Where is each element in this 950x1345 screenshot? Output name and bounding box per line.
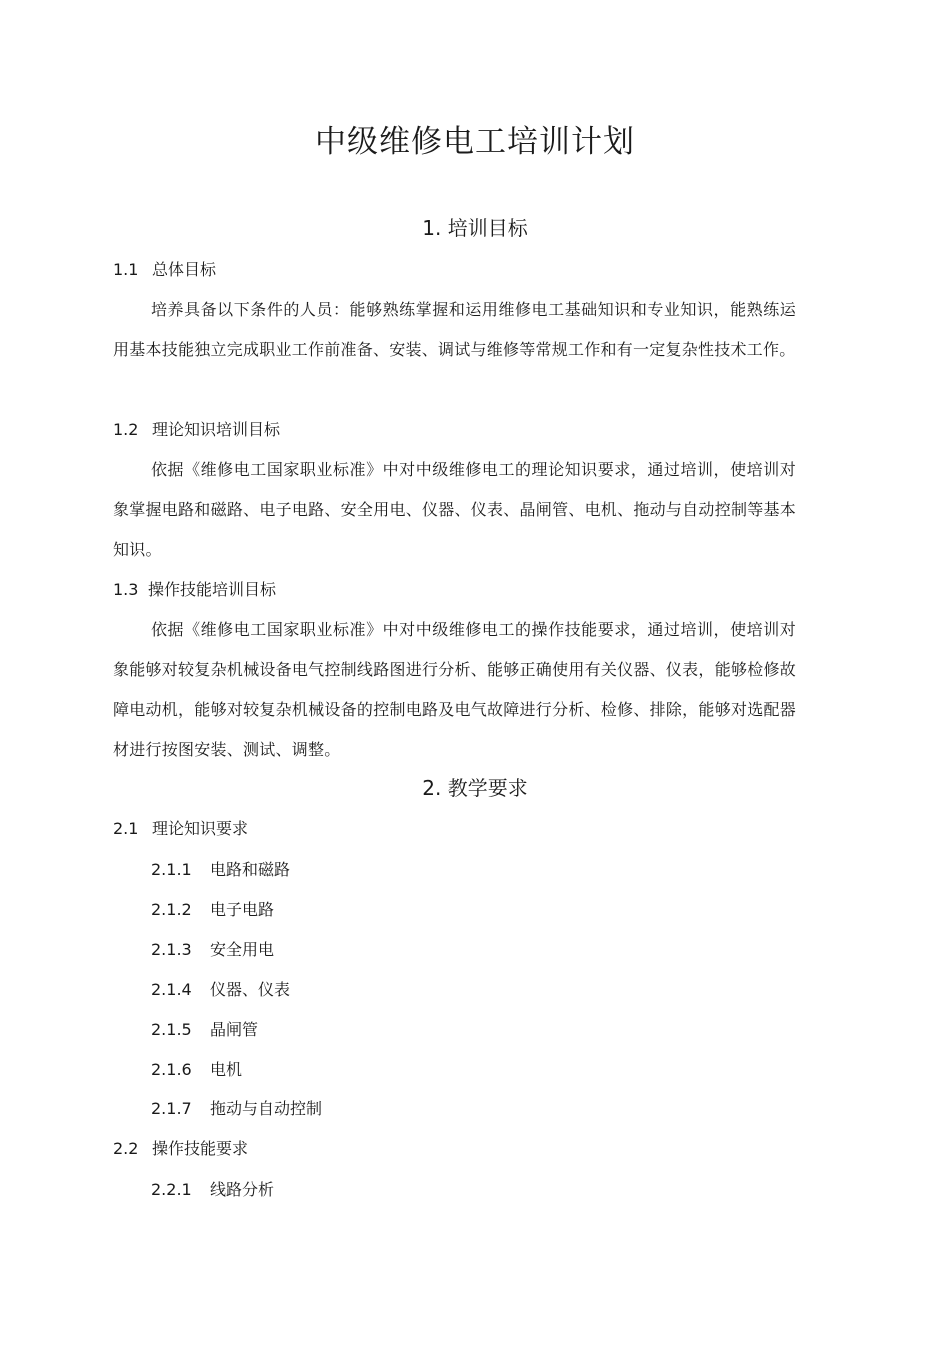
- subsection-title: 电子电路: [210, 900, 275, 919]
- subsection-number: 2.1.4: [151, 980, 192, 999]
- subsection-number: 2.1.3: [151, 940, 192, 959]
- document-title: 中级维修电工培训计划: [315, 124, 635, 160]
- subsection-number: 2.1.1: [151, 860, 192, 879]
- subsection-title: 电机: [210, 1060, 243, 1079]
- section-title: 理论知识培训目标: [152, 420, 281, 439]
- subsection-2-1-4: [151, 978, 290, 1002]
- section-number: 1.3: [113, 580, 139, 599]
- section-1-3-heading: [113, 578, 276, 602]
- section-title: 操作技能培训目标: [148, 580, 277, 599]
- section-title: 总体目标: [152, 260, 217, 279]
- section-1-1-paragraph: 培养具备以下条件的人员：能够熟练掌握和运用维修电工基础知识和专业知识，能熟练运用基本技能独立完成职业工作前准备、安装、调试与维修等常规工作和有一定复杂性技术工作。: [113, 300, 796, 359]
- section-2-heading: 2. 教学要求: [422, 776, 528, 800]
- subsection-title: 安全用电: [210, 940, 275, 959]
- section-title: 操作技能要求: [152, 1139, 249, 1158]
- section-1-3-paragraph: 依据《维修电工国家职业标准》中对中级维修电工的操作技能要求，通过培训，使培训对象能够对较复杂机械设备电气控制线路图进行分析、能够正确使用有关仪器、仪表，能够检修故障电动机，能够对较复杂机械设备的控制电路及电气故障进行分析、检修、排除，能够对选配器材进行按图安装、测试、调整。: [113, 620, 796, 759]
- subsection-number: 2.1.7: [151, 1099, 192, 1118]
- subsection-title: 电路和磁路: [210, 860, 291, 879]
- section-number: 2.2: [113, 1139, 139, 1158]
- subsection-title: 仪器、仪表: [210, 980, 291, 999]
- section-2-1-heading: [113, 817, 248, 841]
- section-number: 1.1: [113, 260, 139, 279]
- section-title: 理论知识要求: [152, 819, 249, 838]
- section-1-2-heading: [113, 418, 280, 442]
- subsection-title: 晶闸管: [210, 1020, 259, 1039]
- subsection-2-1-2: [151, 898, 274, 922]
- subsection-2-2-1: [151, 1178, 274, 1202]
- subsection-number: 2.1.2: [151, 900, 192, 919]
- subsection-2-1-3: [151, 938, 274, 962]
- subsection-title: 线路分析: [210, 1180, 275, 1199]
- subsection-number: 2.2.1: [151, 1180, 192, 1199]
- section-2-2-heading: [113, 1137, 248, 1161]
- section-1-heading: 1. 培训目标: [422, 216, 528, 240]
- section-number: 1.2: [113, 420, 139, 439]
- subsection-number: 2.1.5: [151, 1020, 192, 1039]
- subsection-2-1-6: [151, 1058, 242, 1082]
- subsection-2-1-7: [151, 1097, 322, 1121]
- subsection-2-1-1: [151, 858, 290, 882]
- section-1-2-paragraph: 依据《维修电工国家职业标准》中对中级维修电工的理论知识要求，通过培训，使培训对象掌握电路和磁路、电子电路、安全用电、仪器、仪表、晶闸管、电机、拖动与自动控制等基本知识。: [113, 460, 796, 559]
- section-1-1-heading: [113, 258, 216, 282]
- subsection-2-1-5: [151, 1018, 258, 1042]
- section-number: 2.1: [113, 819, 139, 838]
- subsection-title: 拖动与自动控制: [210, 1099, 323, 1118]
- subsection-number: 2.1.6: [151, 1060, 192, 1079]
